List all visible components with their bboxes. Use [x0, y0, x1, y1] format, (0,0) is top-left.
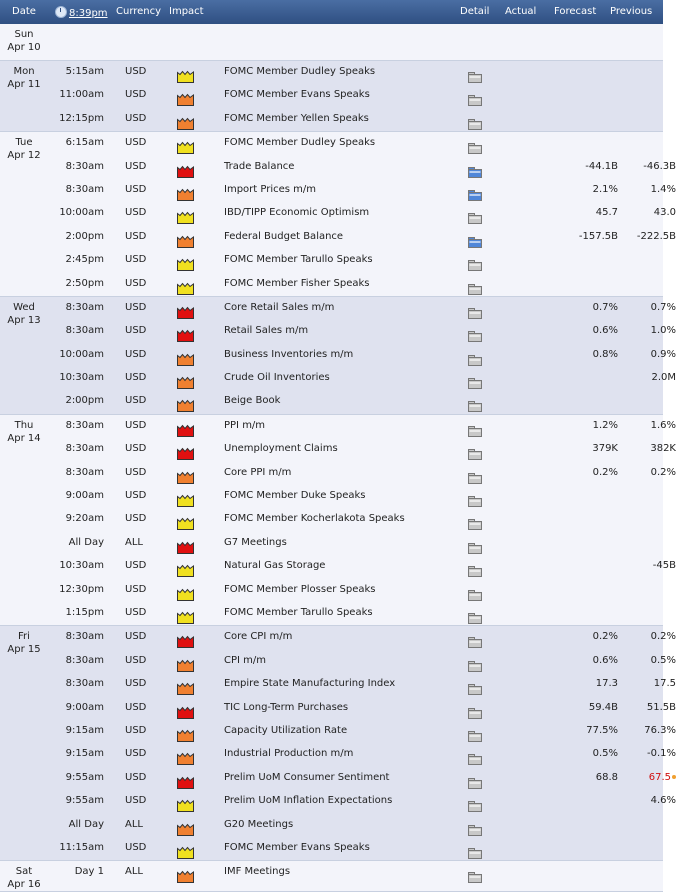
event-previous: -222.5B: [636, 230, 676, 242]
event-currency: USD: [125, 207, 147, 219]
event-time: 10:00am: [59, 348, 104, 360]
event-row[interactable]: [48, 249, 663, 272]
day-date: Apr 12: [7, 150, 41, 162]
day-group: [0, 861, 663, 892]
event-name[interactable]: Business Inventories m/m: [224, 348, 354, 360]
event-name[interactable]: G7 Meetings: [224, 536, 287, 548]
event-previous: 17.5: [653, 678, 676, 690]
event-currency: USD: [125, 631, 147, 643]
event-name[interactable]: FOMC Member Plosser Speaks: [224, 583, 376, 595]
day-rows: [48, 61, 663, 131]
event-currency: USD: [125, 254, 147, 266]
event-name[interactable]: PPI m/m: [224, 419, 266, 431]
event-row[interactable]: [48, 697, 676, 720]
day-group: [0, 61, 663, 132]
event-time: 1:15pm: [65, 606, 104, 618]
event-time: 9:15am: [65, 724, 104, 736]
day-rows: [48, 297, 676, 414]
event-row[interactable]: [48, 226, 676, 249]
day-weekday: Fri: [18, 631, 30, 643]
event-row[interactable]: [48, 202, 676, 225]
event-forecast: 2.1%: [592, 183, 618, 195]
event-previous: 4.6%: [650, 795, 676, 807]
event-name[interactable]: FOMC Member Kocherlakota Speaks: [224, 513, 405, 525]
day-label: [0, 132, 48, 296]
header-previous[interactable]: Previous: [610, 6, 653, 17]
day-label: [0, 61, 48, 131]
day-group: [0, 626, 676, 861]
event-forecast: 45.7: [595, 207, 618, 219]
event-currency: USD: [125, 841, 147, 853]
day-date: Apr 11: [7, 79, 41, 90]
event-currency: USD: [125, 466, 147, 478]
day-rows: [48, 132, 676, 296]
event-previous: -46.3B: [643, 160, 676, 172]
event-time: 11:00am: [59, 89, 104, 101]
event-previous: 0.7%: [650, 301, 676, 313]
event-currency: USD: [125, 771, 147, 783]
event-name[interactable]: IBD/TIPP Economic Optimism: [224, 207, 370, 219]
event-row[interactable]: [48, 297, 676, 320]
day-group: [0, 132, 676, 297]
header-time[interactable]: [55, 6, 108, 19]
event-time: All Day: [68, 536, 104, 548]
header-currency[interactable]: Currency: [116, 6, 162, 17]
calendar-header: [0, 0, 663, 24]
event-row[interactable]: [48, 579, 663, 602]
event-currency: USD: [125, 66, 147, 77]
event-currency: USD: [125, 372, 147, 384]
event-row[interactable]: [48, 602, 663, 625]
event-name[interactable]: Beige Book: [224, 395, 281, 407]
event-previous: -45B: [652, 560, 676, 572]
event-time: 2:00pm: [65, 230, 104, 242]
event-forecast: -44.1B: [585, 160, 618, 172]
event-name[interactable]: Crude Oil Inventories: [224, 372, 330, 384]
event-currency: USD: [125, 301, 147, 313]
event-currency: USD: [125, 112, 147, 124]
event-previous: 0.2%: [650, 631, 676, 643]
event-row[interactable]: [48, 743, 676, 766]
event-currency: USD: [125, 277, 147, 289]
event-forecast: 0.6%: [592, 654, 618, 666]
event-forecast: 1.2%: [592, 419, 618, 431]
event-row[interactable]: [48, 814, 663, 837]
event-time: 8:30am: [65, 678, 104, 690]
event-name[interactable]: Unemployment Claims: [224, 443, 338, 455]
event-forecast: 0.7%: [592, 301, 618, 313]
event-time: 9:20am: [65, 513, 104, 525]
event-currency: USD: [125, 137, 147, 149]
event-currency: USD: [125, 701, 147, 713]
event-previous: -0.1%: [646, 748, 676, 760]
event-currency: USD: [125, 490, 147, 502]
clock-icon: [55, 6, 67, 18]
event-time: 10:30am: [59, 560, 104, 572]
event-forecast: 0.8%: [592, 348, 618, 360]
event-time: 11:15am: [59, 841, 104, 853]
event-currency: USD: [125, 395, 147, 407]
day-label: [0, 24, 48, 60]
day-date: Apr 14: [7, 432, 41, 444]
event-row[interactable]: [48, 415, 676, 438]
event-currency: USD: [125, 230, 147, 242]
event-name[interactable]: IMF Meetings: [224, 866, 291, 878]
day-rows: [48, 626, 676, 860]
day-label: [0, 626, 48, 860]
day-rows: [48, 861, 663, 891]
event-time: All Day: [68, 818, 104, 830]
event-time: Day 1: [74, 866, 104, 878]
day-group: [0, 415, 676, 627]
event-currency: ALL: [125, 866, 143, 878]
day-date: Apr 16: [7, 879, 41, 891]
event-name[interactable]: FOMC Member Tarullo Speaks: [224, 254, 373, 266]
event-name[interactable]: Retail Sales m/m: [224, 325, 309, 337]
event-currency: USD: [125, 606, 147, 618]
header-time-link[interactable]: 8:39pm: [69, 8, 108, 19]
header-impact[interactable]: Impact: [169, 6, 204, 17]
event-row[interactable]: [48, 132, 663, 155]
event-row[interactable]: [48, 320, 676, 343]
event-row[interactable]: [48, 790, 676, 813]
event-currency: USD: [125, 678, 147, 690]
day-rows: [48, 415, 676, 626]
event-row[interactable]: [48, 861, 663, 884]
event-row[interactable]: [48, 84, 663, 107]
event-time: 8:30am: [65, 631, 104, 643]
day-date: Apr 10: [7, 42, 41, 53]
day-weekday: Sun: [14, 29, 34, 40]
event-time: 2:00pm: [65, 395, 104, 407]
event-row[interactable]: [48, 508, 663, 531]
event-name[interactable]: Core Retail Sales m/m: [224, 301, 335, 313]
event-time: 6:15am: [65, 137, 104, 149]
event-previous: 0.2%: [650, 466, 676, 478]
event-previous: 1.6%: [650, 419, 676, 431]
event-currency: USD: [125, 513, 147, 525]
event-row[interactable]: [48, 650, 676, 673]
event-forecast: 0.5%: [592, 748, 618, 760]
event-previous: 2.0M: [651, 372, 676, 384]
event-row[interactable]: [48, 273, 663, 296]
day-label: [0, 861, 48, 891]
event-name[interactable]: FOMC Member Dudley Speaks: [224, 66, 376, 77]
event-name[interactable]: FOMC Member Tarullo Speaks: [224, 606, 373, 618]
event-currency: USD: [125, 160, 147, 172]
event-previous: 0.5%: [650, 654, 676, 666]
day-label: [0, 415, 48, 626]
event-time: 2:45pm: [65, 254, 104, 266]
event-row[interactable]: [48, 438, 676, 461]
event-forecast: -157.5B: [578, 230, 618, 242]
day-weekday: Thu: [14, 419, 34, 431]
event-currency: USD: [125, 183, 147, 195]
event-previous: 1.4%: [650, 183, 676, 195]
event-time: 8:30am: [65, 325, 104, 337]
day-group: [0, 24, 663, 61]
event-name[interactable]: Natural Gas Storage: [224, 560, 326, 572]
day-date: Apr 13: [7, 314, 41, 326]
event-row[interactable]: [48, 179, 676, 202]
event-row[interactable]: [48, 485, 663, 508]
event-currency: USD: [125, 795, 147, 807]
day-label: [0, 297, 48, 414]
event-name[interactable]: Federal Budget Balance: [224, 230, 344, 242]
event-forecast: 17.3: [595, 678, 618, 690]
event-time: 8:30am: [65, 301, 104, 313]
event-forecast: 59.4B: [588, 701, 618, 713]
calendar-days: [0, 24, 676, 892]
header-forecast[interactable]: Forecast: [554, 6, 597, 17]
event-row[interactable]: [48, 462, 676, 485]
event-time: 8:30am: [65, 443, 104, 455]
event-row[interactable]: [48, 555, 676, 578]
event-forecast: 77.5%: [586, 724, 618, 736]
event-currency: USD: [125, 560, 147, 572]
event-row[interactable]: [48, 390, 663, 413]
day-weekday: Sat: [15, 866, 33, 878]
event-time: 9:15am: [65, 748, 104, 760]
event-currency: USD: [125, 325, 147, 337]
event-time: 10:30am: [59, 372, 104, 384]
event-row[interactable]: [48, 673, 676, 696]
event-currency: USD: [125, 654, 147, 666]
event-forecast: 0.2%: [592, 631, 618, 643]
event-name[interactable]: Prelim UoM Consumer Sentiment: [224, 771, 390, 783]
event-time: 12:30pm: [59, 583, 104, 595]
event-name[interactable]: FOMC Member Evans Speaks: [224, 89, 370, 101]
event-row[interactable]: [48, 626, 676, 649]
event-time: 2:50pm: [65, 277, 104, 289]
event-forecast: 0.6%: [592, 325, 618, 337]
event-time: 5:15am: [65, 66, 104, 77]
event-previous: 382K: [650, 443, 676, 455]
day-date: Apr 15: [7, 644, 41, 656]
event-time: 8:30am: [65, 466, 104, 478]
event-name[interactable]: G20 Meetings: [224, 818, 294, 830]
event-row[interactable]: [48, 367, 676, 390]
event-name[interactable]: Core CPI m/m: [224, 631, 293, 643]
event-previous: 67.5: [608, 772, 676, 783]
event-name[interactable]: FOMC Member Evans Speaks: [224, 841, 370, 853]
event-time: 8:30am: [65, 419, 104, 431]
event-name[interactable]: CPI m/m: [224, 654, 266, 666]
event-name[interactable]: Capacity Utilization Rate: [224, 724, 348, 736]
event-row[interactable]: [48, 837, 663, 860]
day-group: [0, 297, 676, 415]
event-row[interactable]: [48, 767, 671, 790]
event-name[interactable]: FOMC Member Fisher Speaks: [224, 277, 370, 289]
event-currency: USD: [125, 89, 147, 101]
event-time: 8:30am: [65, 654, 104, 666]
event-currency: USD: [125, 748, 147, 760]
event-currency: USD: [125, 419, 147, 431]
event-name[interactable]: Trade Balance: [224, 160, 295, 172]
event-name[interactable]: Core PPI m/m: [224, 466, 292, 478]
event-row[interactable]: [48, 720, 676, 743]
event-name[interactable]: Industrial Production m/m: [224, 748, 354, 760]
header-actual[interactable]: Actual: [505, 6, 537, 17]
event-name[interactable]: FOMC Member Dudley Speaks: [224, 137, 376, 149]
event-previous: 1.0%: [650, 325, 676, 337]
event-row[interactable]: [48, 108, 663, 131]
event-time: 9:00am: [65, 701, 104, 713]
revised-dot-icon: [672, 775, 676, 779]
event-currency: USD: [125, 348, 147, 360]
event-forecast: 68.8: [595, 771, 618, 783]
event-currency: ALL: [125, 536, 143, 548]
header-detail[interactable]: Detail: [460, 6, 490, 17]
event-time: 10:00am: [59, 207, 104, 219]
event-previous: 43.0: [653, 207, 676, 219]
event-row[interactable]: [48, 61, 663, 84]
event-time: 9:55am: [65, 771, 104, 783]
event-forecast: 0.2%: [592, 466, 618, 478]
day-rows: [48, 24, 663, 60]
event-name[interactable]: Prelim UoM Inflation Expectations: [224, 795, 393, 807]
event-time: 12:15pm: [59, 112, 104, 124]
event-name[interactable]: Empire State Manufacturing Index: [224, 678, 396, 690]
event-name[interactable]: FOMC Member Yellen Speaks: [224, 112, 369, 124]
event-row[interactable]: [48, 344, 676, 367]
event-name[interactable]: Import Prices m/m: [224, 183, 317, 195]
header-date[interactable]: Date: [12, 6, 36, 17]
day-weekday: Tue: [15, 137, 33, 149]
event-previous: 0.9%: [650, 348, 676, 360]
event-currency: USD: [125, 443, 147, 455]
event-currency: ALL: [125, 818, 143, 830]
event-forecast: 379K: [592, 443, 618, 455]
day-weekday: Mon: [13, 66, 35, 77]
event-time: 9:55am: [65, 795, 104, 807]
event-row[interactable]: [48, 156, 676, 179]
event-previous: 51.5B: [646, 701, 676, 713]
event-time: 8:30am: [65, 183, 104, 195]
event-row[interactable]: [48, 532, 663, 555]
empty-row: [48, 24, 663, 60]
event-name[interactable]: TIC Long-Term Purchases: [224, 701, 349, 713]
event-name[interactable]: FOMC Member Duke Speaks: [224, 490, 366, 502]
event-currency: USD: [125, 724, 147, 736]
event-time: 9:00am: [65, 490, 104, 502]
event-currency: USD: [125, 583, 147, 595]
day-weekday: Wed: [13, 301, 35, 313]
event-time: 8:30am: [65, 160, 104, 172]
event-previous: 76.3%: [644, 724, 676, 736]
